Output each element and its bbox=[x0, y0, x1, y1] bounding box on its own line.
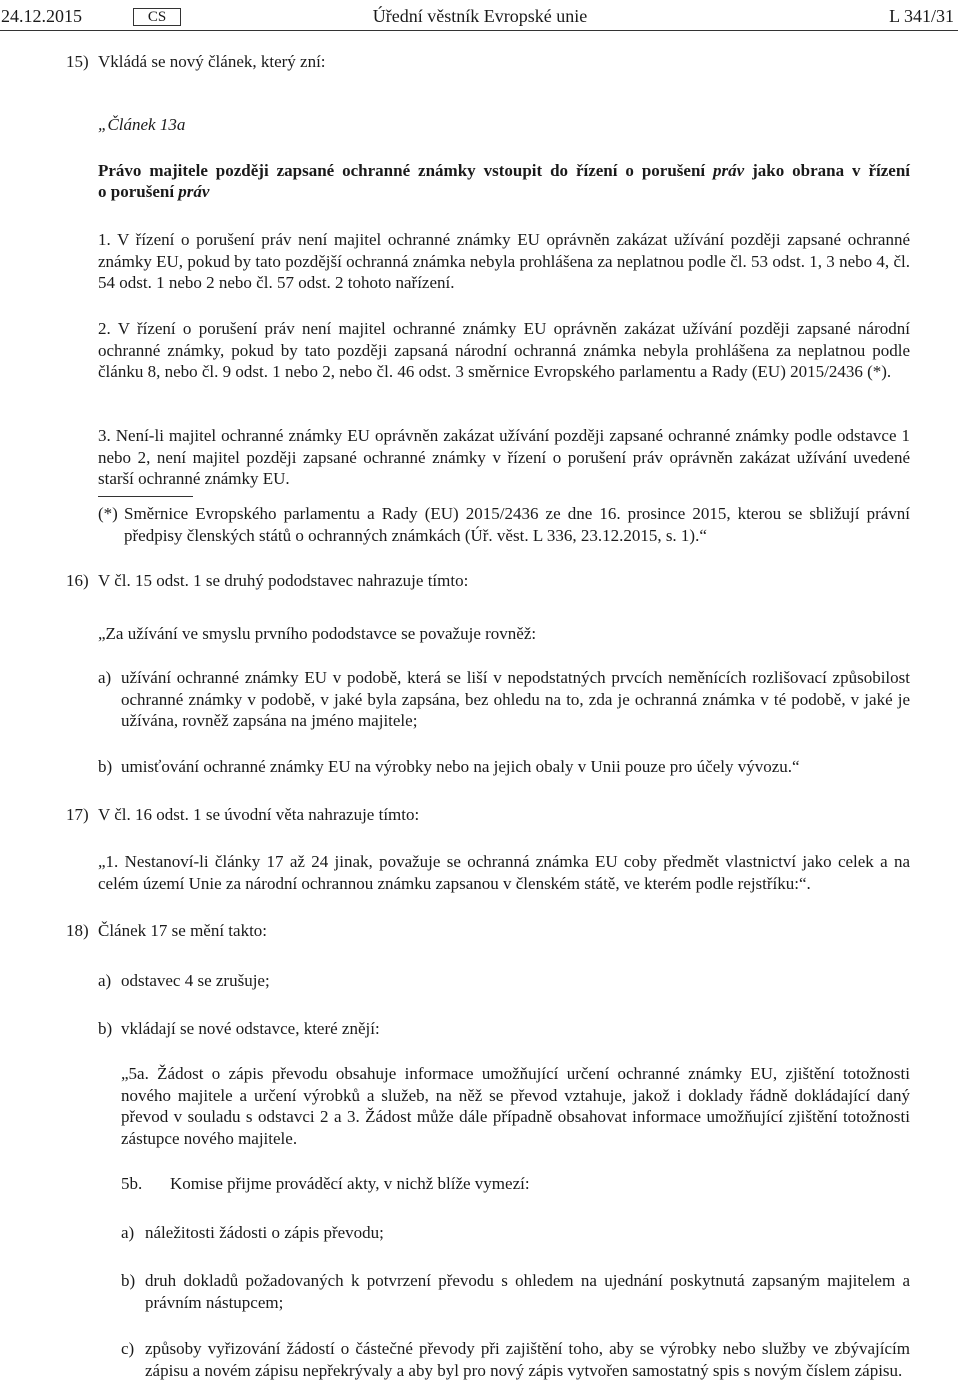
quoted-paragraph: „1. Nestanoví-li články 17 až 24 jinak, považuje se ochranná známka EU coby předmět vlastnictví jako celek a na celém území Unie za národní ochrannou známku zapsanou v členském státě, ve kterém podle rejstříku:“. bbox=[98, 852, 910, 893]
footnote-text: Směrnice Evropského parlamentu a Rady (EU) 2015/2436 ze dne 16. prosince 2015, kterou se sbližují právní předpisy členských států o ochranných známkách (Úř. věst. L 336, 23.12.2015, s. 1).“ bbox=[124, 504, 910, 545]
point-text: užívání ochranné známky EU v podobě, která se liší v nepodstatných prvcích neměnících rozlišovací způsobilost ochranné známky v podobě, v jaké byla zapsána, bez ohledu na to, zda je ochranná známka v té podobě, v jaké je užívána, rovněž zapsána na jméno majitele; bbox=[121, 668, 910, 730]
point-text: způsoby vyřizování žádostí o částečné převody při zajištění toho, aby se výrobky nebo služby ve zbývajícím zápisu a novém zápisu nepřekrývaly a aby byl pro nový zápis vytvořen samostatný spis s novým číslem zápisu. bbox=[145, 1339, 910, 1380]
article-label: „Článek 13a bbox=[98, 115, 186, 134]
item-number: 17) bbox=[66, 805, 89, 824]
point-text: umisťování ochranné známky EU na výrobky nebo na jejich obaly v Unii pouze pro účely vývozu.“ bbox=[121, 757, 800, 776]
footnote-marker: (*) bbox=[98, 504, 118, 523]
header-rule bbox=[0, 30, 958, 31]
journal-title: Úřední věstník Evropské unie bbox=[372, 6, 588, 26]
point-label: c) bbox=[121, 1339, 135, 1358]
article-heading-line-2: o porušení práv bbox=[98, 182, 210, 201]
item-intro: Článek 17 se mění takto: bbox=[98, 921, 268, 940]
paragraph-2: 2. V řízení o porušení práv není majitel ochranné známky EU oprávněn zakázat užívání později zapsané národní ochranné známky, pokud by tato později zapsaná národní ochranná známka nebyla prohlášena za neplatnou podle článku 8, nebo čl. 9 odst. 1 nebo 2, nebo čl. 46 odst. 3 směrnice Evropského parlamentu a Rady (EU) 2015/2436 (*). bbox=[98, 319, 910, 381]
publication-date: 24.12.2015 bbox=[1, 6, 82, 26]
paragraph-1: 1. V řízení o porušení práv není majitel ochranné známky EU oprávněn zakázat užívání později zapsané ochranné známky EU, pokud by tato pozdější ochranná známka nebyla prohlášena za neplatnou podle čl. 53 odst. 1, 3 nebo 4, čl. 54 odst. 1 nebo 2 nebo čl. 57 odst. 2 tohoto nařízení. bbox=[98, 230, 910, 292]
point-label: a) bbox=[121, 1223, 135, 1242]
point-text: vkládají se nové odstavce, které znějí: bbox=[121, 1019, 380, 1038]
language-code-box: CS bbox=[133, 8, 181, 26]
point-label: b) bbox=[121, 1271, 136, 1290]
paragraph-5a: „5a. Žádost o zápis převodu obsahuje informace umožňující určení ochranné známky EU, zjištění totožnosti nového majitele a určení výrobků a služeb, na něž se převod vztahuje, jakož i doklady řádně dokládající daný převod v souladu s odstavci 2 a 3. Žádost může dále případně obsahovat informace umožňující zjištění totožnosti zástupce nového majitele. bbox=[121, 1064, 910, 1148]
point-text: odstavec 4 se zrušuje; bbox=[121, 971, 270, 990]
journal-header bbox=[0, 3, 960, 27]
item-number: 18) bbox=[66, 921, 89, 940]
item-number: 16) bbox=[66, 571, 89, 590]
point-label: b) bbox=[98, 757, 113, 776]
article-heading: Právo majitele později zapsané ochranné známky vstoupit do řízení o porušení práv jako obrana v řízení bbox=[98, 161, 911, 180]
point-text: druh dokladů požadovaných k potvrzení převodu s ohledem na ujednání poskytnutá zapsaným majitelem a právním nástupcem; bbox=[145, 1271, 910, 1312]
page-reference: L 341/31 bbox=[889, 6, 954, 26]
point-label: a) bbox=[98, 668, 112, 687]
quoted-subparagraph: „Za užívání ve smyslu prvního pododstavce se považuje rovněž: bbox=[98, 624, 537, 643]
footnote-rule bbox=[98, 496, 193, 497]
item-intro: V čl. 16 odst. 1 se úvodní věta nahrazuje tímto: bbox=[98, 805, 420, 824]
item-intro: V čl. 15 odst. 1 se druhý pododstavec nahrazuje tímto: bbox=[98, 571, 469, 590]
paragraph-number: 5b. bbox=[121, 1174, 143, 1193]
paragraph-5b: Komise přijme prováděcí akty, v nichž blíže vymezí: bbox=[170, 1174, 530, 1193]
point-label: b) bbox=[98, 1019, 113, 1038]
paragraph-3: 3. Není-li majitel ochranné známky EU oprávněn zakázat užívání později zapsané ochranné známky podle odstavce 1 nebo 2, není majitel později zapsané ochranné známky v řízení o porušení práv oprávněn zakázat užívání uvedené starší ochranné známky EU. bbox=[98, 426, 910, 488]
point-label: a) bbox=[98, 971, 112, 990]
item-number: 15) bbox=[66, 52, 89, 71]
item-intro: Vkládá se nový článek, který zní: bbox=[98, 52, 326, 71]
point-text: náležitosti žádosti o zápis převodu; bbox=[145, 1223, 384, 1242]
